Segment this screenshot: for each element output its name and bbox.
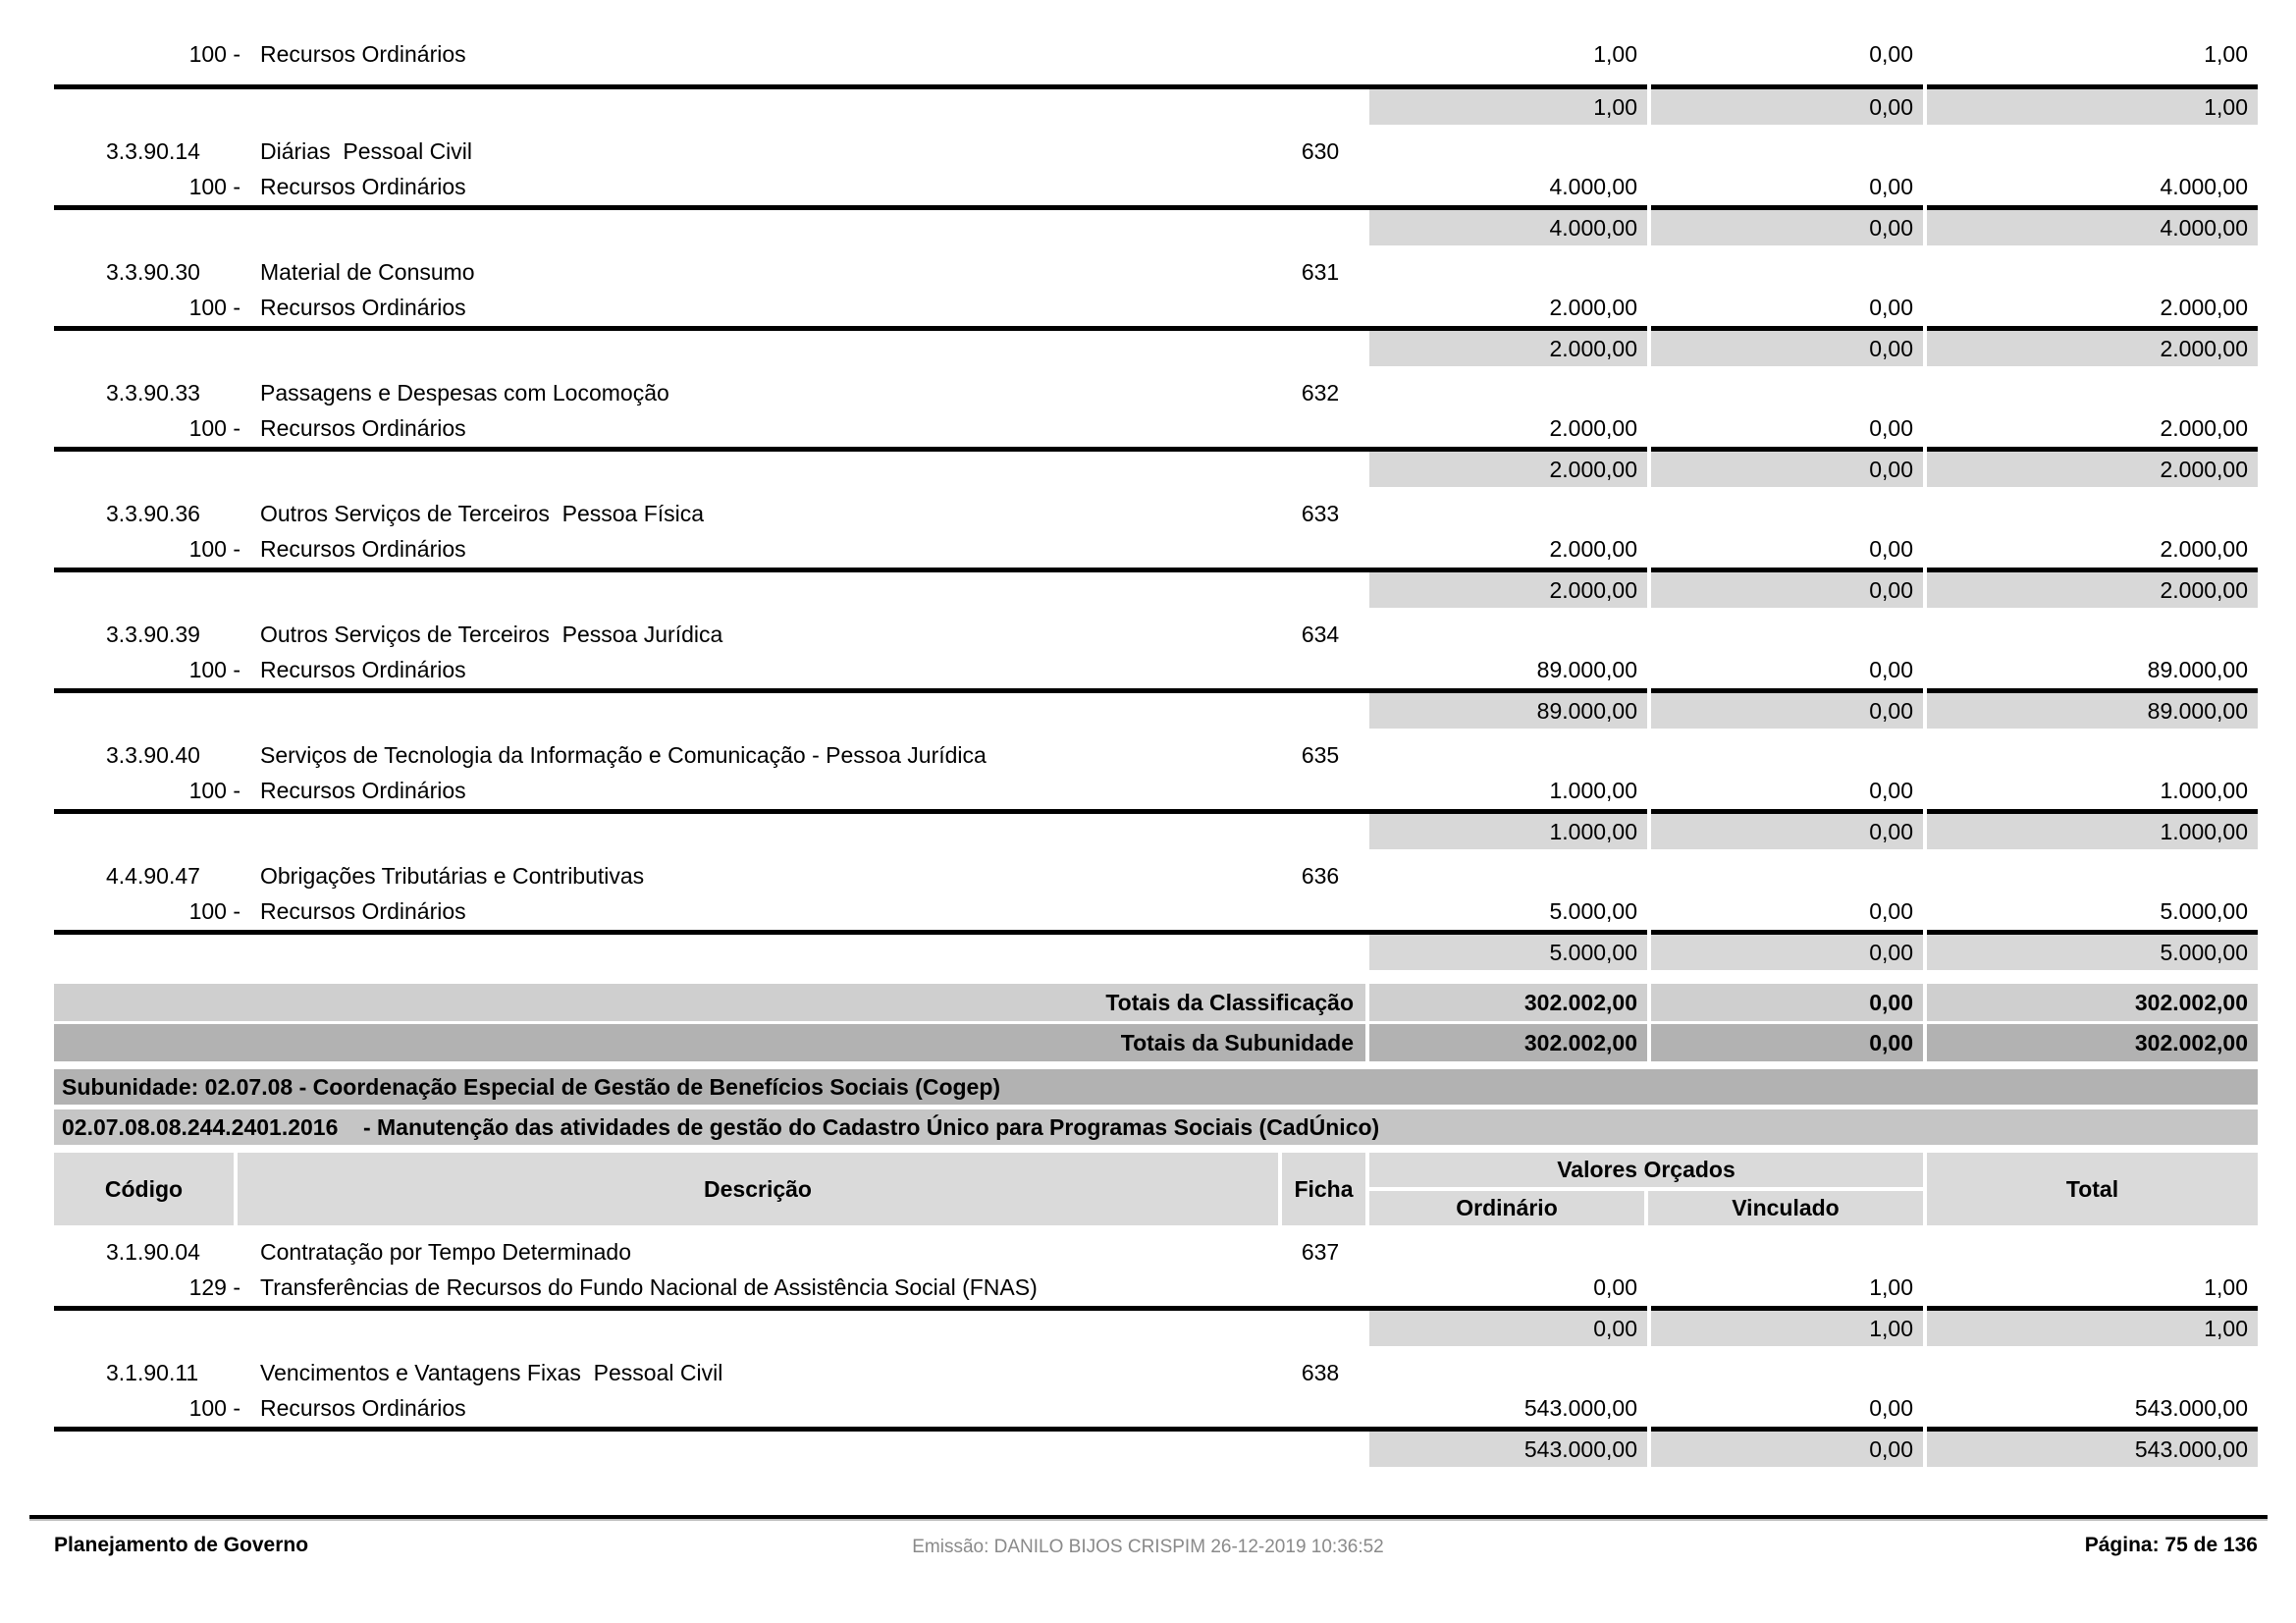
totals-vinculado: 0,00 <box>1651 984 1923 1021</box>
subtotal-total: 2.000,00 <box>1927 568 2258 608</box>
totals-label: Totais da Subunidade <box>54 1024 1365 1061</box>
subtotal-row <box>54 84 2258 125</box>
footer-report-title: Planejamento de Governo <box>54 1534 309 1556</box>
entry-description: Outros Serviços de Terceiros Pessoa Jurídica <box>260 621 723 647</box>
entry-description: Passagens e Despesas com Locomoção <box>260 379 669 406</box>
ficha-number: 638 <box>1301 1359 1340 1385</box>
entry-code: 3.3.90.39 <box>106 621 200 647</box>
resource-row <box>54 35 2258 73</box>
resource-row <box>54 772 2258 809</box>
subtotal-ordinario: 1,00 <box>1369 89 1647 125</box>
resource-value-total: 89.000,00 <box>2147 656 2248 682</box>
cadunico-entries <box>54 1235 2258 1467</box>
subtotal-row <box>54 568 2258 608</box>
subtotal-vinculado: 0,00 <box>1651 930 1923 970</box>
header-vinculado: Vinculado <box>1648 1191 1923 1225</box>
subtotal-ordinario: 89.000,00 <box>1369 693 1647 729</box>
subtotal-ordinario: 4.000,00 <box>1369 210 1647 245</box>
subtotal-vinculado: 0,00 <box>1651 568 1923 608</box>
resource-value-total: 4.000,00 <box>2160 173 2248 199</box>
entry-description: Vencimentos e Vantagens Fixas Pessoal Civil <box>260 1359 723 1385</box>
resource-value-total: 2.000,00 <box>2160 535 2248 562</box>
subtotal-ordinario: 2.000,00 <box>1369 452 1647 487</box>
subtotal-row <box>54 688 2258 729</box>
subtotal-vinculado: 0,00 <box>1651 447 1923 487</box>
entry-description: Outros Serviços de Terceiros Pessoa Física <box>260 500 705 526</box>
entry-code: 3.3.90.14 <box>106 137 200 164</box>
subtotal-total: 543.000,00 <box>1927 1427 2258 1467</box>
resource-row <box>54 893 2258 930</box>
entry-code-row <box>54 859 2258 893</box>
resource-value-total: 1.000,00 <box>2160 777 2248 803</box>
resource-label: Recursos Ordinários <box>260 414 466 441</box>
subtotal-vinculado: 0,00 <box>1651 326 1923 366</box>
subtotal-total: 2.000,00 <box>1927 326 2258 366</box>
resource-value-total: 2.000,00 <box>2160 294 2248 320</box>
resource-code: 100 - <box>188 414 240 441</box>
subtotal-vinculado: 1,00 <box>1651 1306 1923 1346</box>
resource-value-vinculado: 0,00 <box>1869 656 1913 682</box>
resource-label: Recursos Ordinários <box>260 897 466 924</box>
resource-value-ordinario: 0,00 <box>1593 1273 1637 1300</box>
table-header <box>54 1153 2258 1225</box>
resource-value-ordinario: 1.000,00 <box>1549 777 1637 803</box>
resource-value-vinculado: 0,00 <box>1869 535 1913 562</box>
footer-rule <box>29 1515 2268 1521</box>
subtotal-vinculado: 0,00 <box>1651 84 1923 125</box>
resource-row <box>54 1269 2258 1306</box>
entry-code-row <box>54 376 2258 409</box>
header-codigo: Código <box>54 1153 234 1225</box>
resource-label: Recursos Ordinários <box>260 40 466 67</box>
subtotal-vinculado: 0,00 <box>1651 688 1923 729</box>
classification-entries <box>54 135 2258 970</box>
entry-description: Diárias Pessoal Civil <box>260 137 473 164</box>
resource-value-vinculado: 0,00 <box>1869 414 1913 441</box>
subtotal-total: 2.000,00 <box>1927 447 2258 487</box>
subtotal-ordinario: 2.000,00 <box>1369 572 1647 608</box>
ficha-number: 632 <box>1301 379 1340 406</box>
resource-label: Recursos Ordinários <box>260 294 466 320</box>
ficha-number: 631 <box>1301 258 1340 285</box>
resource-value-ordinario: 4.000,00 <box>1549 173 1637 199</box>
subtotal-total: 5.000,00 <box>1927 930 2258 970</box>
entry-code-row <box>54 1356 2258 1389</box>
resource-value-vinculado: 0,00 <box>1869 1394 1913 1421</box>
resource-row <box>54 1389 2258 1427</box>
resource-value-vinculado: 0,00 <box>1869 173 1913 199</box>
resource-label: Recursos Ordinários <box>260 777 466 803</box>
subtotal-row <box>54 1427 2258 1467</box>
resource-value-vinculado: 1,00 <box>1869 1273 1913 1300</box>
subtotal-ordinario: 2.000,00 <box>1369 331 1647 366</box>
subtotal-row <box>54 326 2258 366</box>
ficha-number: 634 <box>1301 621 1340 647</box>
entry-description: Material de Consumo <box>260 258 475 285</box>
footer-emission-info: Emissão: DANILO BIJOS CRISPIM 26-12-2019 10:36:52 <box>912 1537 1384 1557</box>
resource-value-ordinario: 2.000,00 <box>1549 294 1637 320</box>
subunidade-band: Subunidade: 02.07.08 - Coordenação Especial de Gestão de Benefícios Sociais (Cogep) <box>54 1069 2258 1105</box>
subtotal-vinculado: 0,00 <box>1651 1427 1923 1467</box>
footer-page-number: Página: 75 de 136 <box>2084 1534 2258 1556</box>
resource-value-ordinario: 89.000,00 <box>1536 656 1637 682</box>
programa-band: 02.07.08.08.244.2401.2016 - Manutenção das atividades de gestão do Cadastro Único para Programas Sociais (CadÚnico) <box>54 1109 2258 1145</box>
ficha-number: 637 <box>1301 1238 1340 1265</box>
header-valores-orcados: Valores Orçados <box>1369 1153 1923 1187</box>
subtotal-total: 89.000,00 <box>1927 688 2258 729</box>
resource-code: 100 - <box>188 1394 240 1421</box>
ficha-number: 635 <box>1301 741 1340 768</box>
totals-vinculado: 0,00 <box>1651 1024 1923 1061</box>
resource-value-ordinario: 2.000,00 <box>1549 414 1637 441</box>
subtotal-row <box>54 205 2258 245</box>
resource-value-ordinario: 5.000,00 <box>1549 897 1637 924</box>
entry-code: 3.3.90.33 <box>106 379 200 406</box>
resource-label: Recursos Ordinários <box>260 535 466 562</box>
header-total: Total <box>1927 1153 2258 1225</box>
resource-value-total: 1,00 <box>2204 1273 2248 1300</box>
resource-code: 100 - <box>188 173 240 199</box>
resource-row <box>54 530 2258 568</box>
header-ficha: Ficha <box>1282 1153 1365 1225</box>
totals-label: Totais da Classificação <box>54 984 1365 1021</box>
totals-subunidade-row <box>54 1024 2258 1061</box>
resource-value-vinculado: 0,00 <box>1869 777 1913 803</box>
entry-description: Obrigações Tributárias e Contributivas <box>260 862 645 889</box>
resource-value-total: 543.000,00 <box>2134 1394 2248 1421</box>
subtotal-total: 1,00 <box>1927 1306 2258 1346</box>
totals-classificacao-row <box>54 984 2258 1021</box>
resource-value-vinculado: 0,00 <box>1869 294 1913 320</box>
header-ordinario: Ordinário <box>1369 1191 1644 1225</box>
totals-ordinario: 302.002,00 <box>1369 984 1647 1021</box>
ficha-number: 633 <box>1301 500 1340 526</box>
subtotal-row <box>54 930 2258 970</box>
resource-label: Transferências de Recursos do Fundo Nacional de Assistência Social (FNAS) <box>260 1273 1038 1300</box>
ficha-number: 636 <box>1301 862 1340 889</box>
entry-code-row <box>54 618 2258 651</box>
subtotal-vinculado: 0,00 <box>1651 809 1923 849</box>
resource-code: 100 - <box>188 656 240 682</box>
subtotal-total: 1,00 <box>1927 84 2258 125</box>
resource-value-total: 2.000,00 <box>2160 414 2248 441</box>
resource-code: 100 - <box>188 294 240 320</box>
entry-code-row <box>54 255 2258 289</box>
resource-value-vinculado: 0,00 <box>1869 40 1913 67</box>
resource-code: 100 - <box>188 897 240 924</box>
totals-ordinario: 302.002,00 <box>1369 1024 1647 1061</box>
entry-code-row <box>54 1235 2258 1269</box>
resource-value-ordinario: 1,00 <box>1593 40 1637 67</box>
entry-description: Contratação por Tempo Determinado <box>260 1238 632 1265</box>
entry-code: 3.1.90.04 <box>106 1238 200 1265</box>
subtotal-total: 4.000,00 <box>1927 205 2258 245</box>
subtotal-row <box>54 447 2258 487</box>
entry-code: 3.3.90.36 <box>106 500 200 526</box>
resource-value-ordinario: 2.000,00 <box>1549 535 1637 562</box>
entry-code-row <box>54 738 2258 772</box>
resource-code: 100 - <box>188 535 240 562</box>
subtotal-vinculado: 0,00 <box>1651 205 1923 245</box>
resource-value-ordinario: 543.000,00 <box>1523 1394 1637 1421</box>
subtotal-row <box>54 1306 2258 1346</box>
header-descricao: Descrição <box>238 1153 1278 1225</box>
resource-code: 100 - <box>188 40 240 67</box>
entry-code: 3.3.90.40 <box>106 741 200 768</box>
subtotal-ordinario: 5.000,00 <box>1369 935 1647 970</box>
entry-code-row <box>54 497 2258 530</box>
resource-row <box>54 168 2258 205</box>
resource-value-total: 5.000,00 <box>2160 897 2248 924</box>
subtotal-total: 1.000,00 <box>1927 809 2258 849</box>
subtotal-ordinario: 1.000,00 <box>1369 814 1647 849</box>
resource-value-total: 1,00 <box>2204 40 2248 67</box>
totals-total: 302.002,00 <box>1927 1024 2258 1061</box>
subtotal-row <box>54 809 2258 849</box>
totals-total: 302.002,00 <box>1927 984 2258 1021</box>
subtotal-ordinario: 543.000,00 <box>1369 1432 1647 1467</box>
entry-code-row <box>54 135 2258 168</box>
entry-code: 4.4.90.47 <box>106 862 200 889</box>
ficha-number: 630 <box>1301 137 1340 164</box>
resource-code: 129 - <box>188 1273 240 1300</box>
resource-value-vinculado: 0,00 <box>1869 897 1913 924</box>
entry-code: 3.3.90.30 <box>106 258 200 285</box>
resource-label: Recursos Ordinários <box>260 1394 466 1421</box>
resource-code: 100 - <box>188 777 240 803</box>
entry-description: Serviços de Tecnologia da Informação e Comunicação - Pessoa Jurídica <box>260 741 987 768</box>
resource-label: Recursos Ordinários <box>260 656 466 682</box>
subtotal-ordinario: 0,00 <box>1369 1311 1647 1346</box>
resource-row <box>54 289 2258 326</box>
resource-label: Recursos Ordinários <box>260 173 466 199</box>
entry-code: 3.1.90.11 <box>106 1359 199 1385</box>
resource-row <box>54 409 2258 447</box>
resource-row <box>54 651 2258 688</box>
